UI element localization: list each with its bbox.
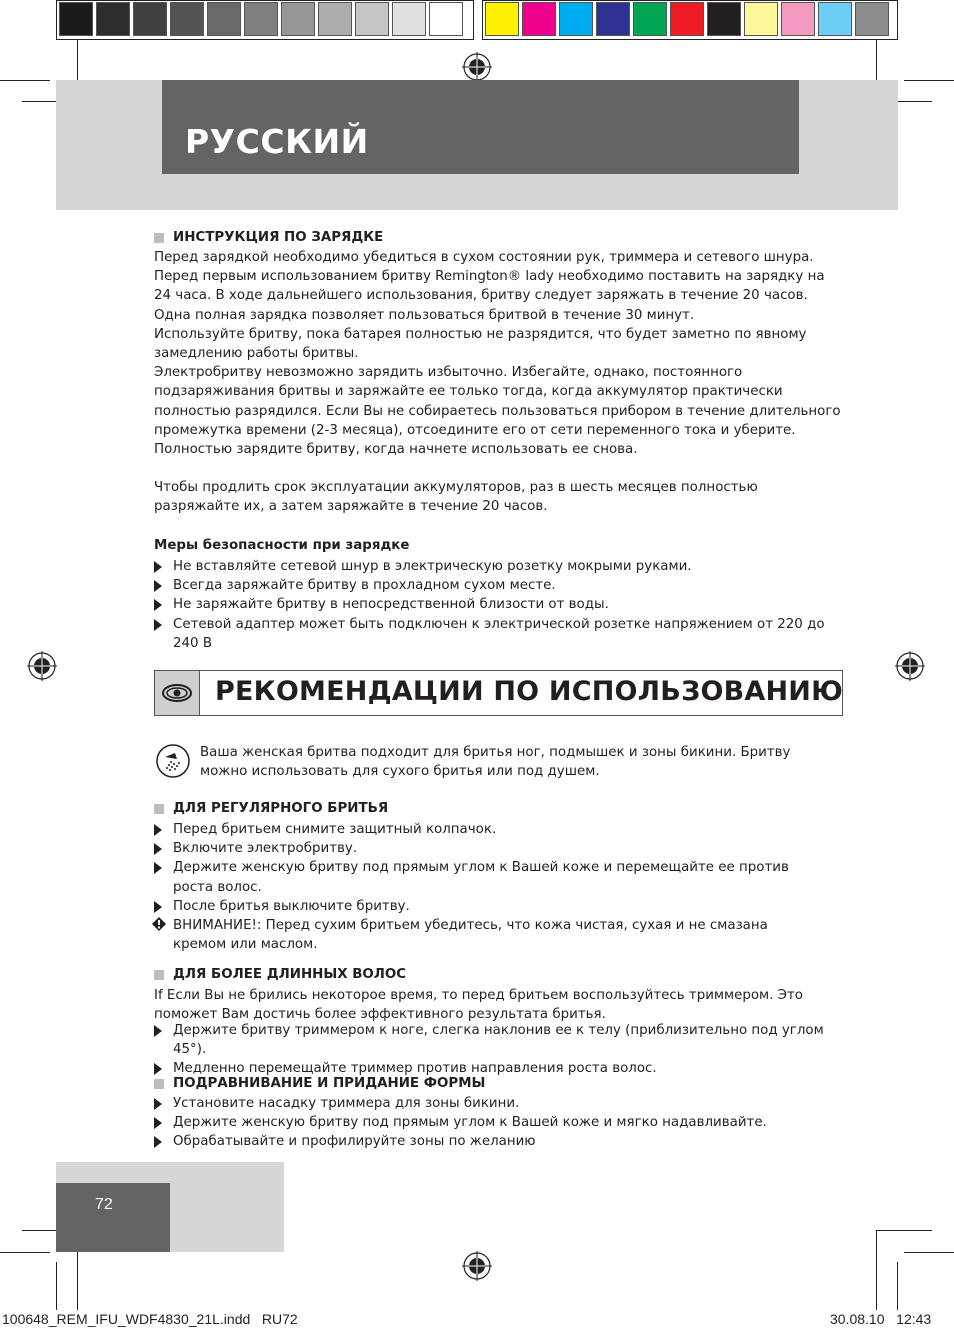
crop-mark: [904, 80, 954, 81]
section-heading-text: ДЛЯ РЕГУЛЯРНОГО БРИТЬЯ: [173, 801, 389, 816]
square-bullet-icon: [154, 1079, 164, 1089]
section-heading-text: ИНСТРУКЦИЯ ПО ЗАРЯДКЕ: [173, 230, 384, 245]
crop-mark: [0, 80, 50, 81]
color-swatch: [355, 2, 389, 36]
color-swatch: [855, 2, 889, 36]
color-swatch: [429, 2, 463, 36]
list-item: Держите женскую бритву под прямым углом к Вашей коже и мягко надавливайте.: [154, 1113, 854, 1132]
banner-title: РЕКОМЕНДАЦИИ ПО ИСПОЛЬЗОВАНИЮ: [215, 676, 843, 707]
color-swatch: [244, 2, 278, 36]
bullet-arrow-icon: [154, 1025, 162, 1037]
color-swatch: [633, 2, 667, 36]
paragraph: Перед зарядкой необходимо убедиться в сухом состоянии рук, триммера и сетевого шнура. Перед первым использованием бритву Remington® lady необходимо поставить на зарядку на 24 часа. В ходе дальнейшего использования, бритву следует заряжать в течение 20 часов. Одна полная зарядка позволяет пользоваться бритвой в течение 30 минут.: [154, 250, 825, 323]
banner-icon-box: [155, 671, 200, 715]
color-swatch-row: [485, 2, 892, 38]
bullet-arrow-icon: [154, 1117, 162, 1129]
color-swatch: [96, 2, 130, 36]
safety-list: [154, 557, 854, 653]
section-heading-trimming: [154, 1076, 485, 1091]
color-swatch: [596, 2, 630, 36]
trimming-list: [154, 1094, 854, 1152]
color-swatch: [207, 2, 241, 36]
color-swatch: [818, 2, 852, 36]
list-item: Не вставляйте сетевой шнур в электрическую розетку мокрыми руками.: [154, 557, 854, 576]
warning-icon: [152, 917, 166, 931]
section-heading-text: ПОДРАВНИВАНИЕ И ПРИДАНИЕ ФОРМЫ: [173, 1076, 486, 1091]
square-bullet-icon: [154, 804, 164, 814]
crop-mark: [0, 1252, 50, 1253]
section-heading-charging: [154, 230, 383, 245]
long-hair-text: If Если Вы не брились некоторое время, то перед бритьем воспользуйтесь триммером. Это поможет Вам достичь более эффективного результата бритья.: [154, 988, 803, 1023]
bullet-arrow-icon: [154, 561, 162, 573]
color-swatch: [781, 2, 815, 36]
charging-text: [154, 248, 844, 517]
bullet-arrow-icon: [154, 1098, 162, 1110]
color-swatch: [559, 2, 593, 36]
bullet-arrow-icon: [154, 619, 162, 631]
color-swatch: [133, 2, 167, 36]
crop-mark: [904, 1252, 954, 1253]
bullet-arrow-icon: [154, 824, 162, 836]
page-title: РУССКИЙ: [185, 122, 369, 161]
section-banner-usage: [154, 670, 843, 716]
list-item: После бритья выключите бритву.: [154, 897, 824, 916]
page-number: 72: [95, 1196, 113, 1213]
bullet-arrow-icon: [154, 599, 162, 611]
square-bullet-icon: [154, 233, 164, 243]
shower-icon: [155, 743, 191, 779]
section-heading-regular: [154, 801, 388, 816]
paragraph: Используйте бритву, пока батарея полностью не разрядится, что будет заметно по явному замедлению работы бритвы.: [154, 326, 807, 362]
color-swatch: [744, 2, 778, 36]
color-swatch: [485, 2, 519, 36]
registration-mark-icon: [462, 52, 492, 82]
usage-intro: Ваша женская бритва подходит для бритья ног, подмышек и зоны бикини. Бритву можно использовать для сухого бритья или под душем.: [200, 745, 791, 780]
registration-mark-icon: [462, 1251, 492, 1281]
color-swatch: [170, 2, 204, 36]
list-item: Обрабатывайте и профилируйте зоны по желанию: [154, 1132, 854, 1151]
list-item: Установите насадку триммера для зоны бикини.: [154, 1094, 854, 1113]
bullet-arrow-icon: [154, 580, 162, 592]
file-slug: 100648_REM_IFU_WDF4830_21L.indd RU72: [2, 1311, 298, 1327]
bullet-arrow-icon: [154, 1063, 162, 1075]
list-item: Включите электробритву.: [154, 839, 824, 858]
bullet-arrow-icon: [154, 843, 162, 855]
crop-mark: [56, 1262, 57, 1310]
date-slug: 30.08.10 12:43: [830, 1311, 932, 1327]
bullet-arrow-icon: [154, 1136, 162, 1148]
color-swatch: [392, 2, 426, 36]
long-hair-list: [154, 1021, 854, 1079]
color-swatch: [670, 2, 704, 36]
list-item: Медленно перемещайте триммер против направления роста волос.: [154, 1059, 854, 1078]
square-bullet-icon: [154, 970, 164, 980]
crop-mark: [897, 1262, 898, 1310]
paragraph: Чтобы продлить срок эксплуатации аккумуляторов, раз в шесть месяцев полностью разряжайте их, а затем заряжайте в течение 20 часов.: [154, 480, 758, 515]
list-item: Всегда заряжайте бритву в прохладном сухом месте.: [154, 576, 854, 595]
section-heading-long-hair: [154, 967, 406, 982]
gray-swatch-row: [59, 2, 466, 38]
paragraph: Электробритву невозможно зарядить избыточно. Избегайте, однако, постоянного подзаряживания бритвы и заряжайте ее только тогда, когда аккумулятор практически полностью разрядился. Если Вы не собираетесь пользоваться прибором в течение длительного промежутка времени (2-3 месяца), отсоедините его от сети переменного тока и уберите. Полностью зарядите бритву, когда начнете использовать ее снова.: [154, 365, 841, 458]
warning-item: ВНИМАНИЕ!: Перед сухим бритьем убедитесь, что кожа чистая, сухая и не смазана кремом или маслом.: [154, 916, 824, 954]
crop-mark: [876, 1230, 877, 1310]
list-item: Перед бритьем снимите защитный колпачок.: [154, 820, 824, 839]
list-item: Держите бритву триммером к ноге, слегка наклонив ее к телу (приблизительно под углом 45°).: [154, 1021, 854, 1059]
color-swatch: [281, 2, 315, 36]
regular-list: [154, 820, 824, 954]
crop-mark: [876, 1230, 932, 1231]
color-swatch: [318, 2, 352, 36]
registration-mark-icon: [27, 651, 57, 681]
registration-mark-icon: [895, 651, 925, 681]
bullet-arrow-icon: [154, 901, 162, 913]
safety-heading: Меры безопасности при зарядке: [154, 538, 410, 553]
color-swatch: [59, 2, 93, 36]
color-swatch: [522, 2, 556, 36]
list-item: Сетевой адаптер может быть подключен к электрической розетке напряжением от 220 до 240 В: [154, 615, 854, 653]
bullet-arrow-icon: [154, 862, 162, 874]
section-heading-text: ДЛЯ БОЛЕЕ ДЛИННЫХ ВОЛОС: [173, 967, 407, 982]
color-swatch: [707, 2, 741, 36]
eye-icon: [155, 671, 199, 715]
list-item: Держите женскую бритву под прямым углом к Вашей коже и перемещайте ее против роста волос.: [154, 858, 824, 896]
list-item: Не заряжайте бритву в непосредственной близости от воды.: [154, 595, 854, 614]
page-number-box: [56, 1183, 170, 1252]
